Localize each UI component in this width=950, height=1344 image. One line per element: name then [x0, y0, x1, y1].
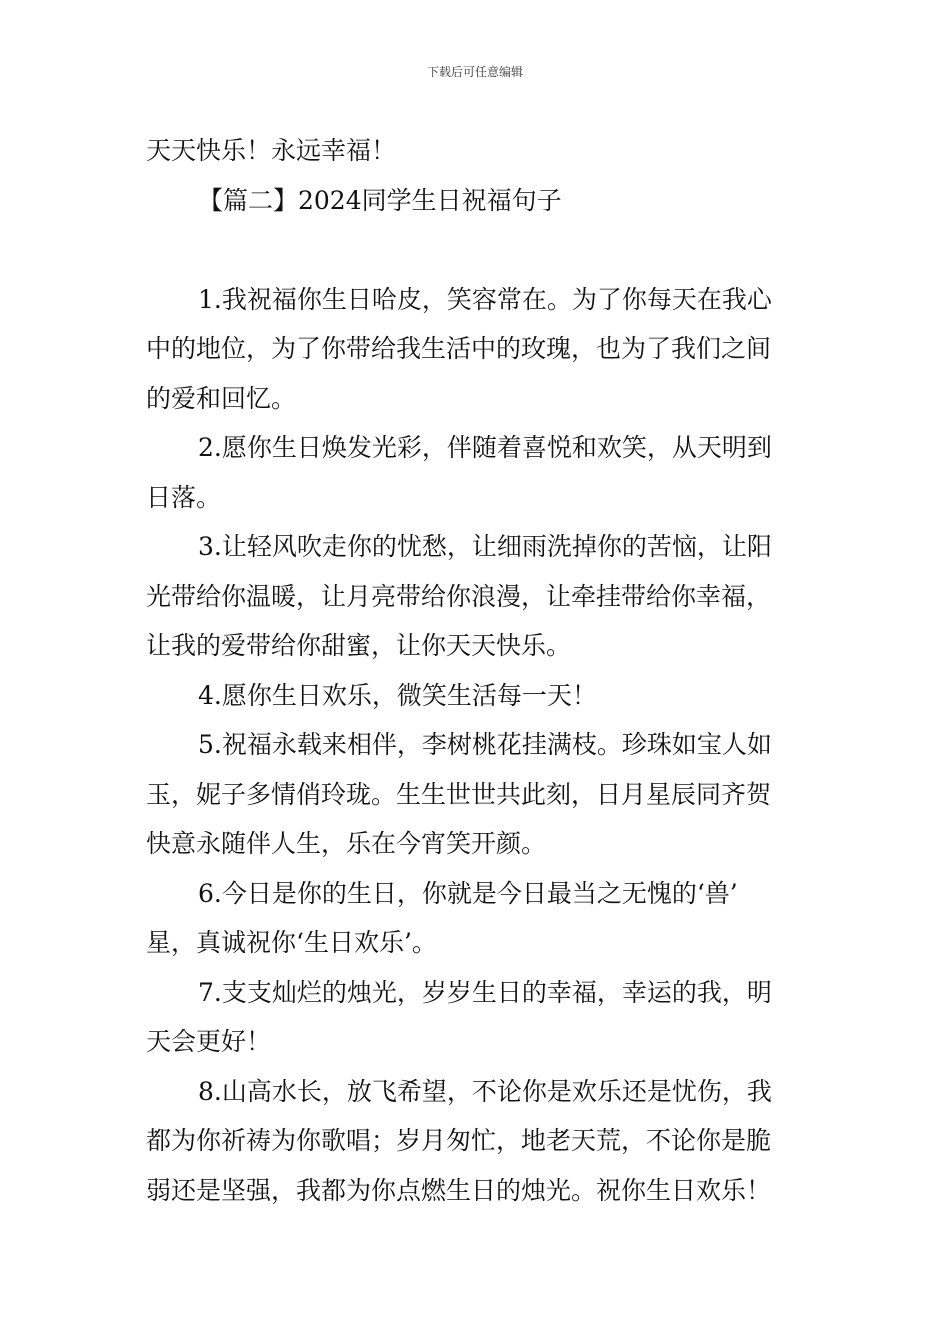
text-line: 3.让轻风吹走你的忧愁，让细雨洗掉你的苦恼，让阳: [198, 532, 772, 561]
text-line: 8.山高水长，放飞希望，不论你是欢乐还是忧伤，我: [198, 1076, 772, 1106]
blank-line: [146, 225, 808, 275]
document-body: [146, 126, 808, 1215]
text-line: 星，真诚祝你‘生日欢乐’。: [146, 928, 437, 957]
text-line: 快意永随伴人生，乐在今宵笑开颜。: [146, 829, 547, 858]
text-line: 中的地位，为了你带给我生活中的玫瑰，也为了我们之间: [146, 334, 772, 363]
text-line: 天天快乐！永远幸福！: [146, 136, 397, 165]
text-line: 日落。: [146, 482, 222, 512]
text-line: 6.今日是你的生日，你就是今日最当之无愧的‘兽’: [198, 878, 738, 908]
section-heading: 【篇二】2024同学生日祝福句子: [198, 185, 562, 215]
text-line: 4.愿你生日欢乐，微笑生活每一天！: [198, 680, 597, 710]
text-line: 的爱和回忆。: [146, 383, 297, 413]
text-line: 玉，妮子多情俏玲珑。生生世世共此刻，日月星辰同齐贺: [146, 779, 772, 809]
text-line: 2.愿你生日焕发光彩，伴随着喜悦和欢笑，从天明到: [198, 433, 772, 462]
text-line: 弱还是坚强，我都为你点燃生日的烛光。祝你生日欢乐！: [146, 1175, 772, 1205]
text-line: 光带给你温暖，让月亮带给你浪漫，让牵挂带给你幸福，: [146, 581, 772, 611]
text-line: 都为你祈祷为你歌唱；岁月匆忙，地老天荒，不论你是脆: [146, 1126, 772, 1155]
text-line: 天会更好！: [146, 1027, 272, 1056]
text-line: 7.支支灿烂的烛光，岁岁生日的幸福，幸运的我，明: [198, 977, 772, 1007]
text-line: 让我的爱带给你甜蜜，让你天天快乐。: [146, 631, 572, 660]
text-line: 1.我祝福你生日哈皮，笑容常在。为了你每天在我心: [198, 284, 772, 314]
text-line: 5.祝福永载来相伴，李树桃花挂满枝。珍珠如宝人如: [198, 730, 772, 759]
page-header-note: 下载后可任意编辑: [426, 65, 523, 79]
